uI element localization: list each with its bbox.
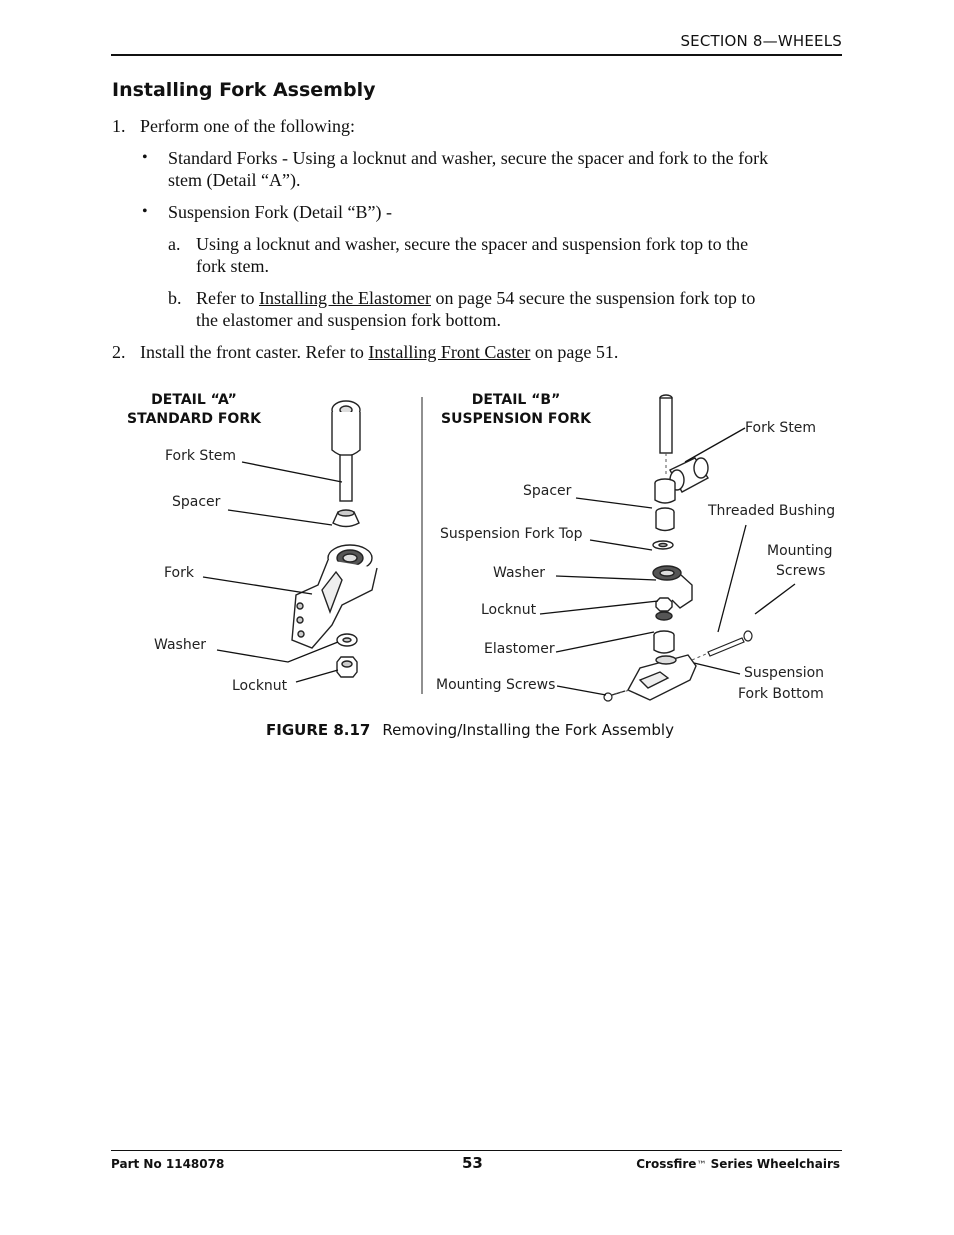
leader-a-fork [203,577,312,594]
page-number: 53 [462,1154,483,1172]
detail-b-fork-stem-part [660,395,672,453]
figure-number: FIGURE 8.17 [266,721,371,739]
bullet-1-line-1: Standard Forks - Using a locknut and washer, secure the spacer and fork to the fork [168,148,769,168]
detail-a-locknut-part [337,657,357,677]
leader-b-fork-stem [685,428,745,462]
label-b-mounting-screws-right-1: Mounting [767,543,833,559]
detail-b-suspension-fork-top-part [656,508,674,531]
bullet-marker: • [142,203,148,220]
detail-b-title-1: DETAIL “B” [471,392,561,408]
bullet-2-text: Suspension Fork (Detail “B”) - [168,202,392,222]
label-a-fork: Fork [164,565,194,581]
link-installing-front-caster[interactable]: Installing Front Caster [368,342,531,362]
sub-b-suffix: on page 54 secure the suspension fork top to [430,288,756,308]
footer-brand: Crossfire [636,1157,697,1171]
footer-trademark: ™ [696,1160,707,1171]
bullet-marker: • [142,149,148,166]
label-b-threaded-bushing: Threaded Bushing [708,503,836,519]
leader-b-spacer [576,498,652,508]
label-b-mounting-screws-right-2: Screws [776,563,826,579]
bullet-1-line-2: stem (Detail “A”). [168,170,301,190]
leader-b-suspension-fork-bottom [694,663,740,674]
leader-b-suspension-fork-top [590,540,652,550]
detail-a-fork-stem-part [332,401,360,501]
figure-caption-text: Removing/Installing the Fork Assembly [382,721,674,739]
step-1-text: Perform one of the following: [140,116,355,136]
label-a-fork-stem: Fork Stem [165,448,237,464]
sub-b-letter: b. [168,288,182,308]
label-a-locknut: Locknut [232,678,288,694]
detail-a-title-2: STANDARD FORK [127,411,261,427]
detail-b-washer-part [653,541,673,549]
label-b-locknut: Locknut [481,602,537,618]
detail-b-elastomer-part [654,612,674,653]
detail-b-spacer-part [655,479,675,503]
figure-caption [266,721,674,739]
label-b-mounting-screws-left: Mounting Screws [436,677,556,693]
leader-a-fork-stem [242,462,342,482]
footer-part-number: Part No 1148078 [111,1157,225,1171]
leader-b-elastomer [556,632,654,652]
step-2-prefix: Install the front caster. Refer to [140,342,369,362]
step-2-suffix: on page 51. [530,342,619,362]
leader-b-washer [556,576,656,580]
detail-b-suspension-fork-bottom-part [628,655,696,700]
step-1-number: 1. [112,116,126,136]
sub-a-letter: a. [168,234,181,254]
sub-b-prefix: Refer to [196,288,259,308]
detail-b-title-2: SUSPENSION FORK [441,411,591,427]
footer-rule [111,1150,842,1151]
leader-a-spacer [228,510,332,525]
label-b-suspension-fork-bottom-1: Suspension [744,665,825,681]
leader-b-mounting-screws-right [755,584,795,614]
footer-series-title [636,1157,840,1171]
leader-b-threaded-bushing [718,525,746,632]
label-b-fork-stem: Fork Stem [745,420,817,436]
label-b-washer: Washer [493,565,546,581]
sub-a-line-1: Using a locknut and washer, secure the spacer and suspension fork top to the [196,234,749,254]
label-b-suspension-fork-top: Suspension Fork Top [440,526,583,542]
label-a-spacer: Spacer [172,494,221,510]
label-b-elastomer: Elastomer [484,641,555,657]
detail-a-fork-part [292,545,377,648]
label-b-spacer: Spacer [523,483,572,499]
detail-b-mounting-screw-right-part [708,631,752,656]
leader-b-locknut [540,601,658,614]
label-a-washer: Washer [154,637,207,653]
link-installing-elastomer[interactable]: Installing the Elastomer [258,288,431,308]
detail-a-washer-part [337,634,357,646]
detail-b-locknut-part [656,598,672,611]
step-2-number: 2. [112,342,126,362]
footer-series-rest: Series Wheelchairs [706,1157,840,1171]
detail-a-title-1: DETAIL “A” [151,392,237,408]
page-heading: Installing Fork Assembly [112,79,376,101]
leader-a-washer [217,642,338,662]
section-title: SECTION 8—WHEELS [680,32,842,50]
sub-a-line-2: fork stem. [196,256,269,276]
sub-b-line-2: the elastomer and suspension fork bottom. [196,310,501,330]
detail-a-spacer-part [333,510,359,527]
leader-a-locknut [296,670,338,682]
leader-b-mounting-screws-left [557,686,606,695]
label-b-suspension-fork-bottom-2: Fork Bottom [738,686,824,702]
